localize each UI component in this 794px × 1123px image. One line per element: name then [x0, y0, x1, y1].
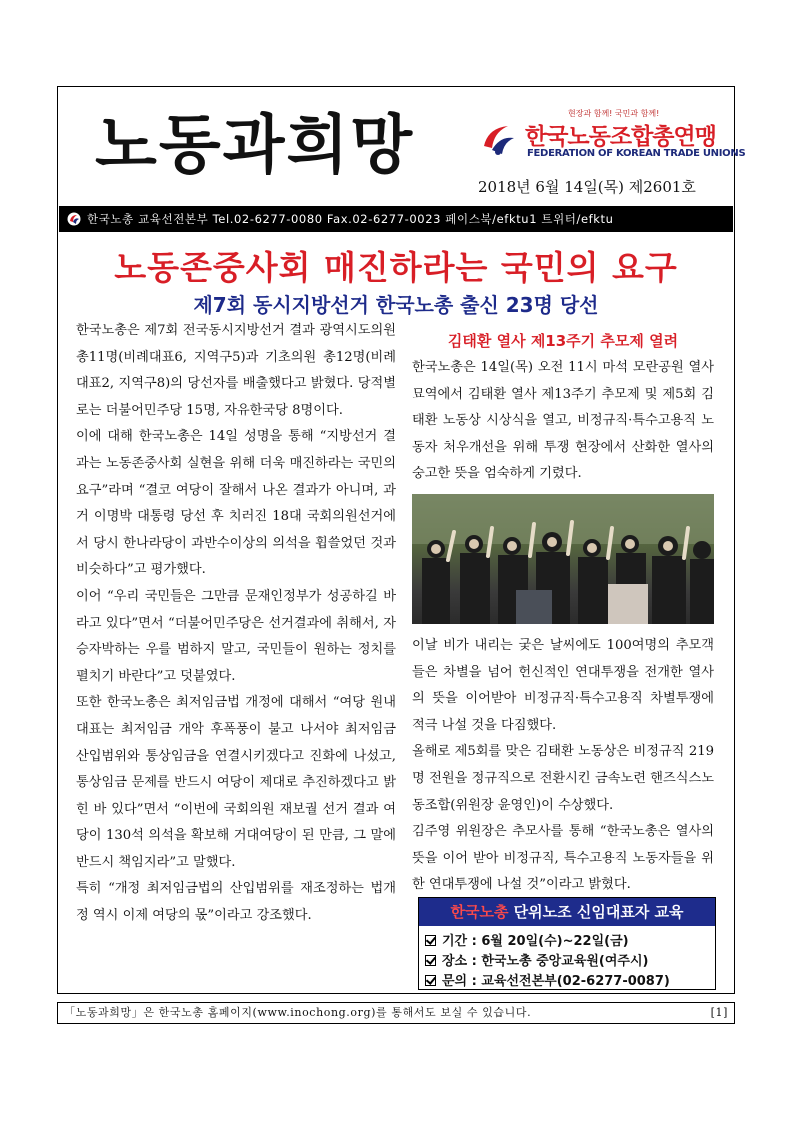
page-number: [1] [710, 1006, 728, 1019]
notice-title-rest: 단위노조 신임대표자 교육 [508, 903, 684, 921]
main-article [76, 318, 396, 930]
footer-text: 「노동과희망」은 한국노총 홈페이지(www.inochong.org)를 통해서도 보실 수 있습니다. [64, 1006, 532, 1019]
contact-bar [59, 206, 733, 232]
notice-box [418, 897, 716, 990]
fktu-logo-icon [478, 120, 518, 160]
article-paragraph: 이에 대해 한국노총은 14일 성명을 통해 “지방선거 결과는 노동존중사회 실현을 위해 더욱 매진하라는 국민의 요구”라며 “결코 여당이 잘해서 나온 결과가 아니며, 과거 이명박 대통령 당선 후 치러진 18대 국회의원선거에서 당시 한나라당이 과반수이상의 의석을 휩쓸었던 것과 비슷하다”고 평가했다. [76, 429, 396, 578]
notice-row-period: 기간 : 6월 20일(수)~22일(금) [425, 930, 629, 949]
article-paragraph: 한국노총은 제7회 전국동시지방선거 결과 광역시도의원 총11명(비례대표6, 지역구5)과 기초의원 총12명(비례대표2, 지역구8)의 당선자를 배출했다고 밝혔다. 당적별로는 더불어민주당 15명, 자유한국당 8명이다. [76, 323, 396, 418]
checkbox-icon [425, 935, 436, 946]
org-name-ko: 한국노동조합총연맹 [525, 124, 716, 150]
side-article-title: 김태환 열사 제13주기 추모제 열려 [447, 332, 679, 350]
article-paragraph: 또한 한국노총은 최저임금법 개정에 대해서 “여당 원내대표는 최저임금 개악 후폭풍이 불고 나서야 최저임금 산입범위와 통상임금을 연결시키겠다고 진화에 나섰고, 통상임금 문제를 반드시 여당이 제대로 추진하겠다고 밝힌 바 있다”면서 “이번에 국회의원 재보궐 선거 결과 여당이 130석 의석을 확보해 거대여당이 된 만큼, 그 말에 반드시 책임지라”고 말했다. [76, 695, 396, 870]
checkbox-icon [425, 975, 436, 986]
article-paragraph: 올해로 제5회를 맞은 김태환 노동상은 비정규직 219명 전원을 정규직으로 전환시킨 금속노련 핸즈식스노동조합(위원장 윤영인)이 수상했다. [412, 744, 714, 813]
notice-row-place: 장소 : 한국노총 중앙교육원(여주시) [425, 950, 648, 969]
memorial-photo [412, 494, 714, 624]
headline: 노동존중사회 매진하라는 국민의 요구 [114, 248, 678, 287]
issue-line: 2018년 6월 14일(목) 제2601호 [478, 178, 696, 196]
notice-row-contact: 문의 : 교육선전본부(02-6277-0087) [425, 970, 670, 989]
masthead-title: 노동과희망 [95, 108, 415, 183]
article-paragraph: 한국노총은 14일(목) 오전 11시 마석 모란공원 열사묘역에서 김태환 열사 제13주기 추모제 및 제5회 김태환 노동상 시상식을 열고, 비정규직·특수고용직 노동자 처우개선을 위해 투쟁 현장에서 산화한 열사의 숭고한 뜻을 엄숙하게 기렸다. [412, 360, 714, 482]
side-article-top [412, 355, 714, 488]
article-paragraph: 김주영 위원장은 추모사를 통해 “한국노총은 열사의 뜻을 이어 받아 비정규직, 특수고용직 노동자들을 위한 연대투쟁에 나설 것”이라고 밝혔다. [412, 824, 714, 893]
org-name-en: FEDERATION OF KOREAN TRADE UNIONS [527, 148, 746, 159]
side-article-bottom [412, 633, 714, 899]
fktu-logo-icon [67, 212, 81, 226]
article-paragraph: 이날 비가 내리는 궂은 날씨에도 100여명의 추모객들은 차별을 넘어 헌신적인 연대투쟁을 전개한 열사의 뜻을 이어받아 비정규직·특수고용직 차별투쟁에 적극 나설 것을 다짐했다. [412, 638, 714, 733]
contact-bar-text: 한국노총 교육선전본부 Tel.02-6277-0080 Fax.02-6277-0023 페이스북/efktu1 트위터/efktu [87, 212, 614, 226]
notice-title [419, 898, 715, 926]
notice-title-org: 한국노총 [450, 903, 509, 921]
subheadline: 제7회 동시지방선거 한국노총 출신 23명 당선 [193, 293, 599, 317]
slogan: 현장과 함께! 국민과 함께! [568, 109, 660, 118]
checkbox-icon [425, 955, 436, 966]
footer [57, 1002, 735, 1024]
article-paragraph: 특히 “개정 최저임금법의 산입범위를 재조정하는 법개정 역시 이제 여당의 몫”이라고 강조했다. [76, 881, 396, 924]
article-paragraph: 이어 “우리 국민들은 그만큼 문재인정부가 성공하길 바라고 있다”면서 “더불어민주당은 선거결과에 취해서, 자승자박하는 우를 범하지 말고, 국민들이 원하는 정치를 펼치기 바란다”고 덧붙였다. [76, 588, 396, 684]
